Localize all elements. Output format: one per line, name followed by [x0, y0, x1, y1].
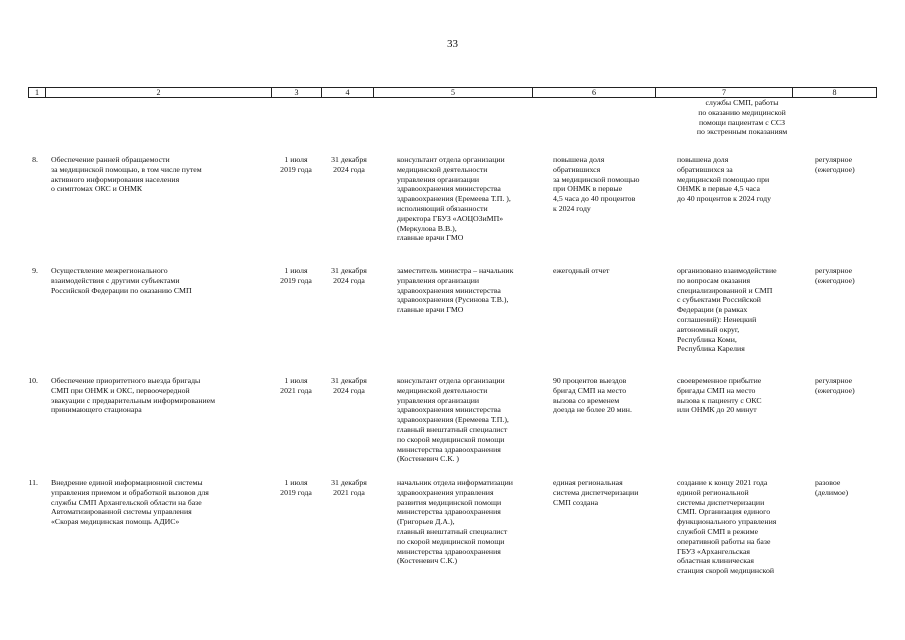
column-number: 3 [272, 88, 322, 97]
end-date: 31 декабря 2024 года [331, 155, 367, 174]
task-text: Обеспечение ранней обращаемости за медицинской помощью, в том числе путем активного информирования населения о симптомах ОКС и ОНМК [51, 155, 202, 194]
column-number: 1 [29, 88, 46, 97]
result-text: создание к концу 2021 года единой региональной системы диспетчеризации СМП. Организация единого функционального управления службой СМП в режиме оперативной работы на базе ГБУЗ «Архангельская областная клиническая станция скорой медицинской [677, 478, 777, 576]
row-number: 9. [32, 266, 38, 275]
column-number: 8 [832, 88, 837, 97]
column-number-header [28, 87, 877, 98]
row-number: 10. [28, 376, 38, 385]
indicator-text: 90 процентов выездов бригад СМП на место вызова со временем доезда не более 20 мин. [553, 376, 632, 415]
end-date: 31 декабря 2021 года [331, 478, 367, 497]
regularity-text: регулярное (ежегодное) [815, 266, 855, 285]
indicator-text: повышена доля обратившихся за медицинской помощью при ОНМК в первые 4,5 часа до 40 процентов к 2024 году [553, 155, 640, 213]
start-date: 1 июля 2019 года [280, 478, 312, 497]
result-text: повышена доля обратившихся за медицинской помощью при ОНМК в первые 4,5 часа до 40 процентов к 2024 году [677, 155, 771, 204]
column-number: 4 [322, 88, 374, 97]
task-text: Осуществление межрегионального взаимодействия с другими субъектами Российской Федерации по оказанию СМП [51, 266, 192, 295]
end-date: 31 декабря 2024 года [331, 376, 367, 395]
column-number: 5 [374, 88, 533, 97]
column-number: 7 [656, 88, 793, 97]
indicator-text: ежегодный отчет [553, 266, 610, 275]
start-date: 1 июля 2019 года [280, 155, 312, 174]
continued-result-text: службы СМП, работы по оказанию медицинской помощи пациентам с ССЗ по экстренным показаниям [696, 98, 788, 137]
column-number: 2 [46, 88, 272, 97]
row-number: 8. [32, 155, 38, 164]
task-text: Обеспечение приоритетного выезда бригады СМП при ОНМК и ОКС, первоочередной эвакуации с предварительным информированием принимающего стационара [51, 376, 216, 415]
responsible-text: консультант отдела организации медицинской деятельности управления организации здравоохранения министерства здравоохранения (Еремеева Т.П.), главный внештатный специалист по скорой медицинской помощи министерства здравоохранения (Костеневич С.К. ) [397, 376, 509, 464]
column-number: 6 [533, 88, 656, 97]
responsible-text: консультант отдела организации медицинской деятельности управления организации здравоохранения министерства здравоохранения (Еремеева Т.П. ), исполняющий обязанности директора ГБУЗ «АОЦОЗиМП» (Меркулова В.В.), главные врачи ГМО [397, 155, 511, 243]
task-text: Внедрение единой информационной системы управления приемом и обработкой вызовов для службы СМП Архангельской области на базе Автоматизированной системы управления «Скорая медицинская помощь АДИС» [51, 478, 209, 527]
responsible-text: начальник отдела информатизации здравоохранения управления развития медицинской помощи министерства здравоохранения (Григорьев Д.А.), главный внештатный специалист по скорой медицинской помощи министерства здравоохранения (Костеневич С.К.) [397, 478, 513, 566]
result-text: организовано взаимодействие по вопросам оказания специализированной и СМП с субъектами Российской Федерации (в рамках соглашений): Ненецкий автономный округ, Республика Коми, Республика Карелия [677, 266, 777, 354]
indicator-text: единая региональная система диспетчеризации СМП создана [553, 478, 639, 507]
responsible-text: заместитель министра – начальник управления организации здравоохранения министерства здравоохранения (Русинова Т.В.), главные врачи ГМО [397, 266, 514, 315]
page-number: 33 [447, 38, 458, 50]
regularity-text: разовое (делимое) [815, 478, 849, 497]
start-date: 1 июля 2021 года [280, 376, 312, 395]
regularity-text: регулярное (ежегодное) [815, 376, 855, 395]
end-date: 31 декабря 2024 года [331, 266, 367, 285]
row-number: 11. [28, 478, 38, 487]
start-date: 1 июля 2019 года [280, 266, 312, 285]
result-text: своевременное прибытие бригады СМП на место вызова к пациенту с ОКС или ОНМК до 20 минут [677, 376, 762, 415]
regularity-text: регулярное (ежегодное) [815, 155, 855, 174]
